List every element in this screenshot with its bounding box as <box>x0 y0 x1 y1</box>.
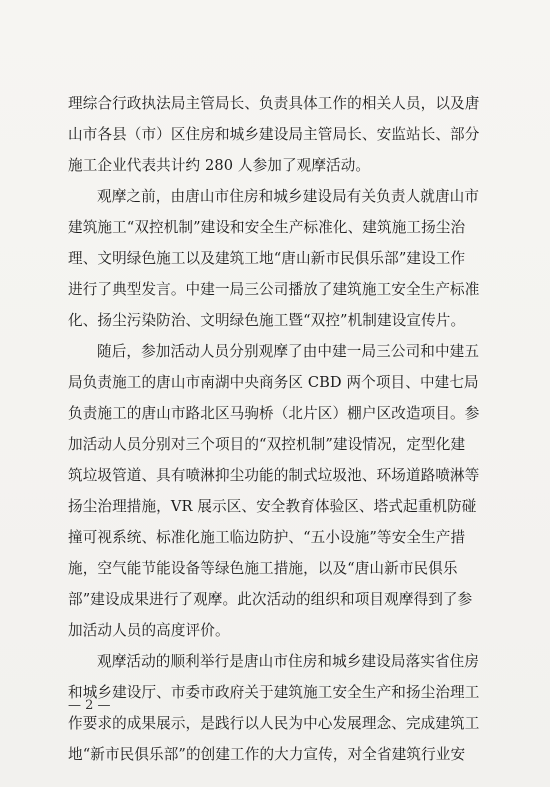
text-line: 部”建设成果进行了观摩。此次活动的组织和项目观摩得到了参 <box>68 591 473 608</box>
document-body <box>68 88 498 770</box>
text-line: 山市各县（市）区住房和城乡建设局主管局长、安监站长、部分 <box>68 126 480 143</box>
text-line: 观摩之前，由唐山市住房和城乡建设局有关负责人就唐山市 <box>97 188 480 205</box>
text-line: 撞可视系统、标准化施工临边防护、“五小设施”等安全生产措 <box>68 529 466 546</box>
text-line: 进行了典型发言。中建一局三公司播放了建筑施工安全生产标准 <box>68 281 480 298</box>
text-line: 作要求的成果展示，是践行以人民为中心发展理念、完成建筑工 <box>68 715 480 732</box>
text-line: 加活动人员的高度评价。 <box>68 622 230 639</box>
text-line: 施工企业代表共计约 280 人参加了观摩活动。 <box>68 157 371 174</box>
text-line: 加活动人员分别对三个项目的“双控机制”建设情况，定型化建 <box>68 436 466 453</box>
text-line: 随后，参加活动人员分别观摩了由中建一局三公司和中建五 <box>97 343 480 360</box>
text-line: 施，空气能节能设备等绿色施工措施，以及“唐山新市民俱乐 <box>68 560 458 577</box>
text-line: 负责施工的唐山市路北区马驹桥（北片区）棚户区改造项目。参 <box>68 405 480 422</box>
text-line: 筑垃圾管道、具有喷淋抑尘功能的制式垃圾池、环场道路喷淋等 <box>68 467 480 484</box>
text-line: 化、扬尘污染防治、文明绿色施工暨“双控”机制建设宣传片。 <box>68 312 466 329</box>
text-line: 理综合行政执法局主管局长、负责具体工作的相关人员，以及唐 <box>68 95 480 112</box>
text-line: 理、文明绿色施工以及建筑工地“唐山新市民俱乐部”建设工作 <box>68 250 466 267</box>
text-line: 局负责施工的唐山市南湖中央商务区 CBD 两个项目、中建七局 <box>68 374 479 391</box>
text-line: 建筑施工“双控机制”建设和安全生产标准化、建筑施工扬尘治 <box>68 219 466 236</box>
page-number: — 2 — <box>68 698 111 713</box>
text-line: 和城乡建设厅、市委市政府关于建筑施工安全生产和扬尘治理工 <box>68 684 480 701</box>
text-line: 扬尘治理措施，VR 展示区、安全教育体验区、塔式起重机防碰 <box>68 498 477 515</box>
text-line: 观摩活动的顺利举行是唐山市住房和城乡建设局落实省住房 <box>97 653 480 670</box>
text-line: 地“新市民俱乐部”的创建工作的大力宣传，对全省建筑行业安 <box>68 746 466 763</box>
